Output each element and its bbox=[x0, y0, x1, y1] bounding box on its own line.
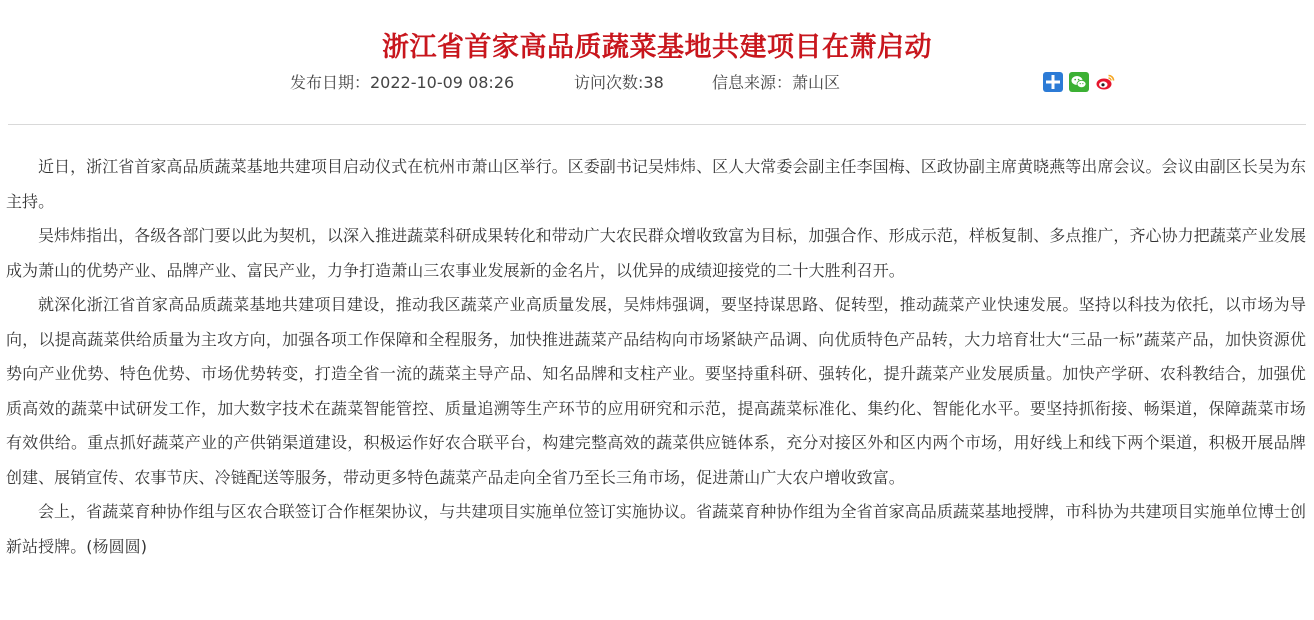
article-body bbox=[6, 150, 1306, 564]
paragraph: 吴炜炜指出，各级各部门要以此为契机，以深入推进蔬菜科研成果转化和带动广大农民群众增收致富为目标，加强合作、形成示范，样板复制、多点推广，齐心协力把蔬菜产业发展成为萧山的优势产业、品牌产业、富民产业，力争打造萧山三农事业发展新的金名片，以优异的成绩迎接党的二十大胜利召开。 bbox=[6, 226, 1306, 280]
publish-date: 发布日期：2022-10-09 08:26 bbox=[290, 73, 515, 92]
paragraph: 近日，浙江省首家高品质蔬菜基地共建项目启动仪式在杭州市萧山区举行。区委副书记吴炜炜、区人大常委会副主任李国梅、区政协副主席黄晓燕等出席会议。会议由副区长吴为东主持。 bbox=[6, 157, 1306, 211]
info-source: 信息来源：萧山区 bbox=[712, 73, 841, 92]
share-bar bbox=[1043, 72, 1115, 94]
article-meta bbox=[0, 70, 1314, 96]
header-divider bbox=[8, 124, 1306, 125]
paragraph: 就深化浙江省首家高品质蔬菜基地共建项目建设，推动我区蔬菜产业高质量发展，吴炜炜强调，要坚持谋思路、促转型，推动蔬菜产业快速发展。坚持以科技为依托，以市场为导向，以提高蔬菜供给质量为主攻方向，加强各项工作保障和全程服务，加快推进蔬菜产品结构向市场紧缺产品调、向优质特色产品转，大力培育壮大“三品一标”蔬菜产品，加快资源优势向产业优势、特色优势、市场优势转变，打造全省一流的蔬菜主导产品、知名品牌和支柱产业。要坚持重科研、强转化，提升蔬菜产业发展质量。加快产学研、农科教结合，加强优质高效的蔬菜中试研发工作，加大数字技术在蔬菜智能管控、质量追溯等生产环节的应用研究和示范，提高蔬菜标准化、集约化、智能化水平。要坚持抓衔接、畅渠道，保障蔬菜市场有效供给。重点抓好蔬菜产业的产供销渠道建设，积极运作好农合联平台，构建完整高效的蔬菜供应链体系，充分对接区外和区内两个市场，用好线上和线下两个渠道，积极开展品牌创建、展销宣传、农事节庆、冷链配送等服务，带动更多特色蔬菜产品走向全省乃至长三角市场，促进萧山广大农户增收致富。 bbox=[6, 295, 1306, 487]
plus-share-icon[interactable] bbox=[1043, 72, 1063, 92]
article-title: 浙江省首家高品质蔬菜基地共建项目在萧启动 bbox=[382, 32, 932, 64]
paragraph: 会上，省蔬菜育种协作组与区农合联签订合作框架协议，与共建项目实施单位签订实施协议。省蔬菜育种协作组为全省首家高品质蔬菜基地授牌，市科协为共建项目实施单位博士创新站授牌。(杨圆圆) bbox=[6, 502, 1306, 556]
wechat-icon[interactable] bbox=[1069, 72, 1089, 92]
weibo-icon[interactable] bbox=[1095, 72, 1115, 92]
visit-count: 访问次数:38 bbox=[574, 73, 664, 92]
